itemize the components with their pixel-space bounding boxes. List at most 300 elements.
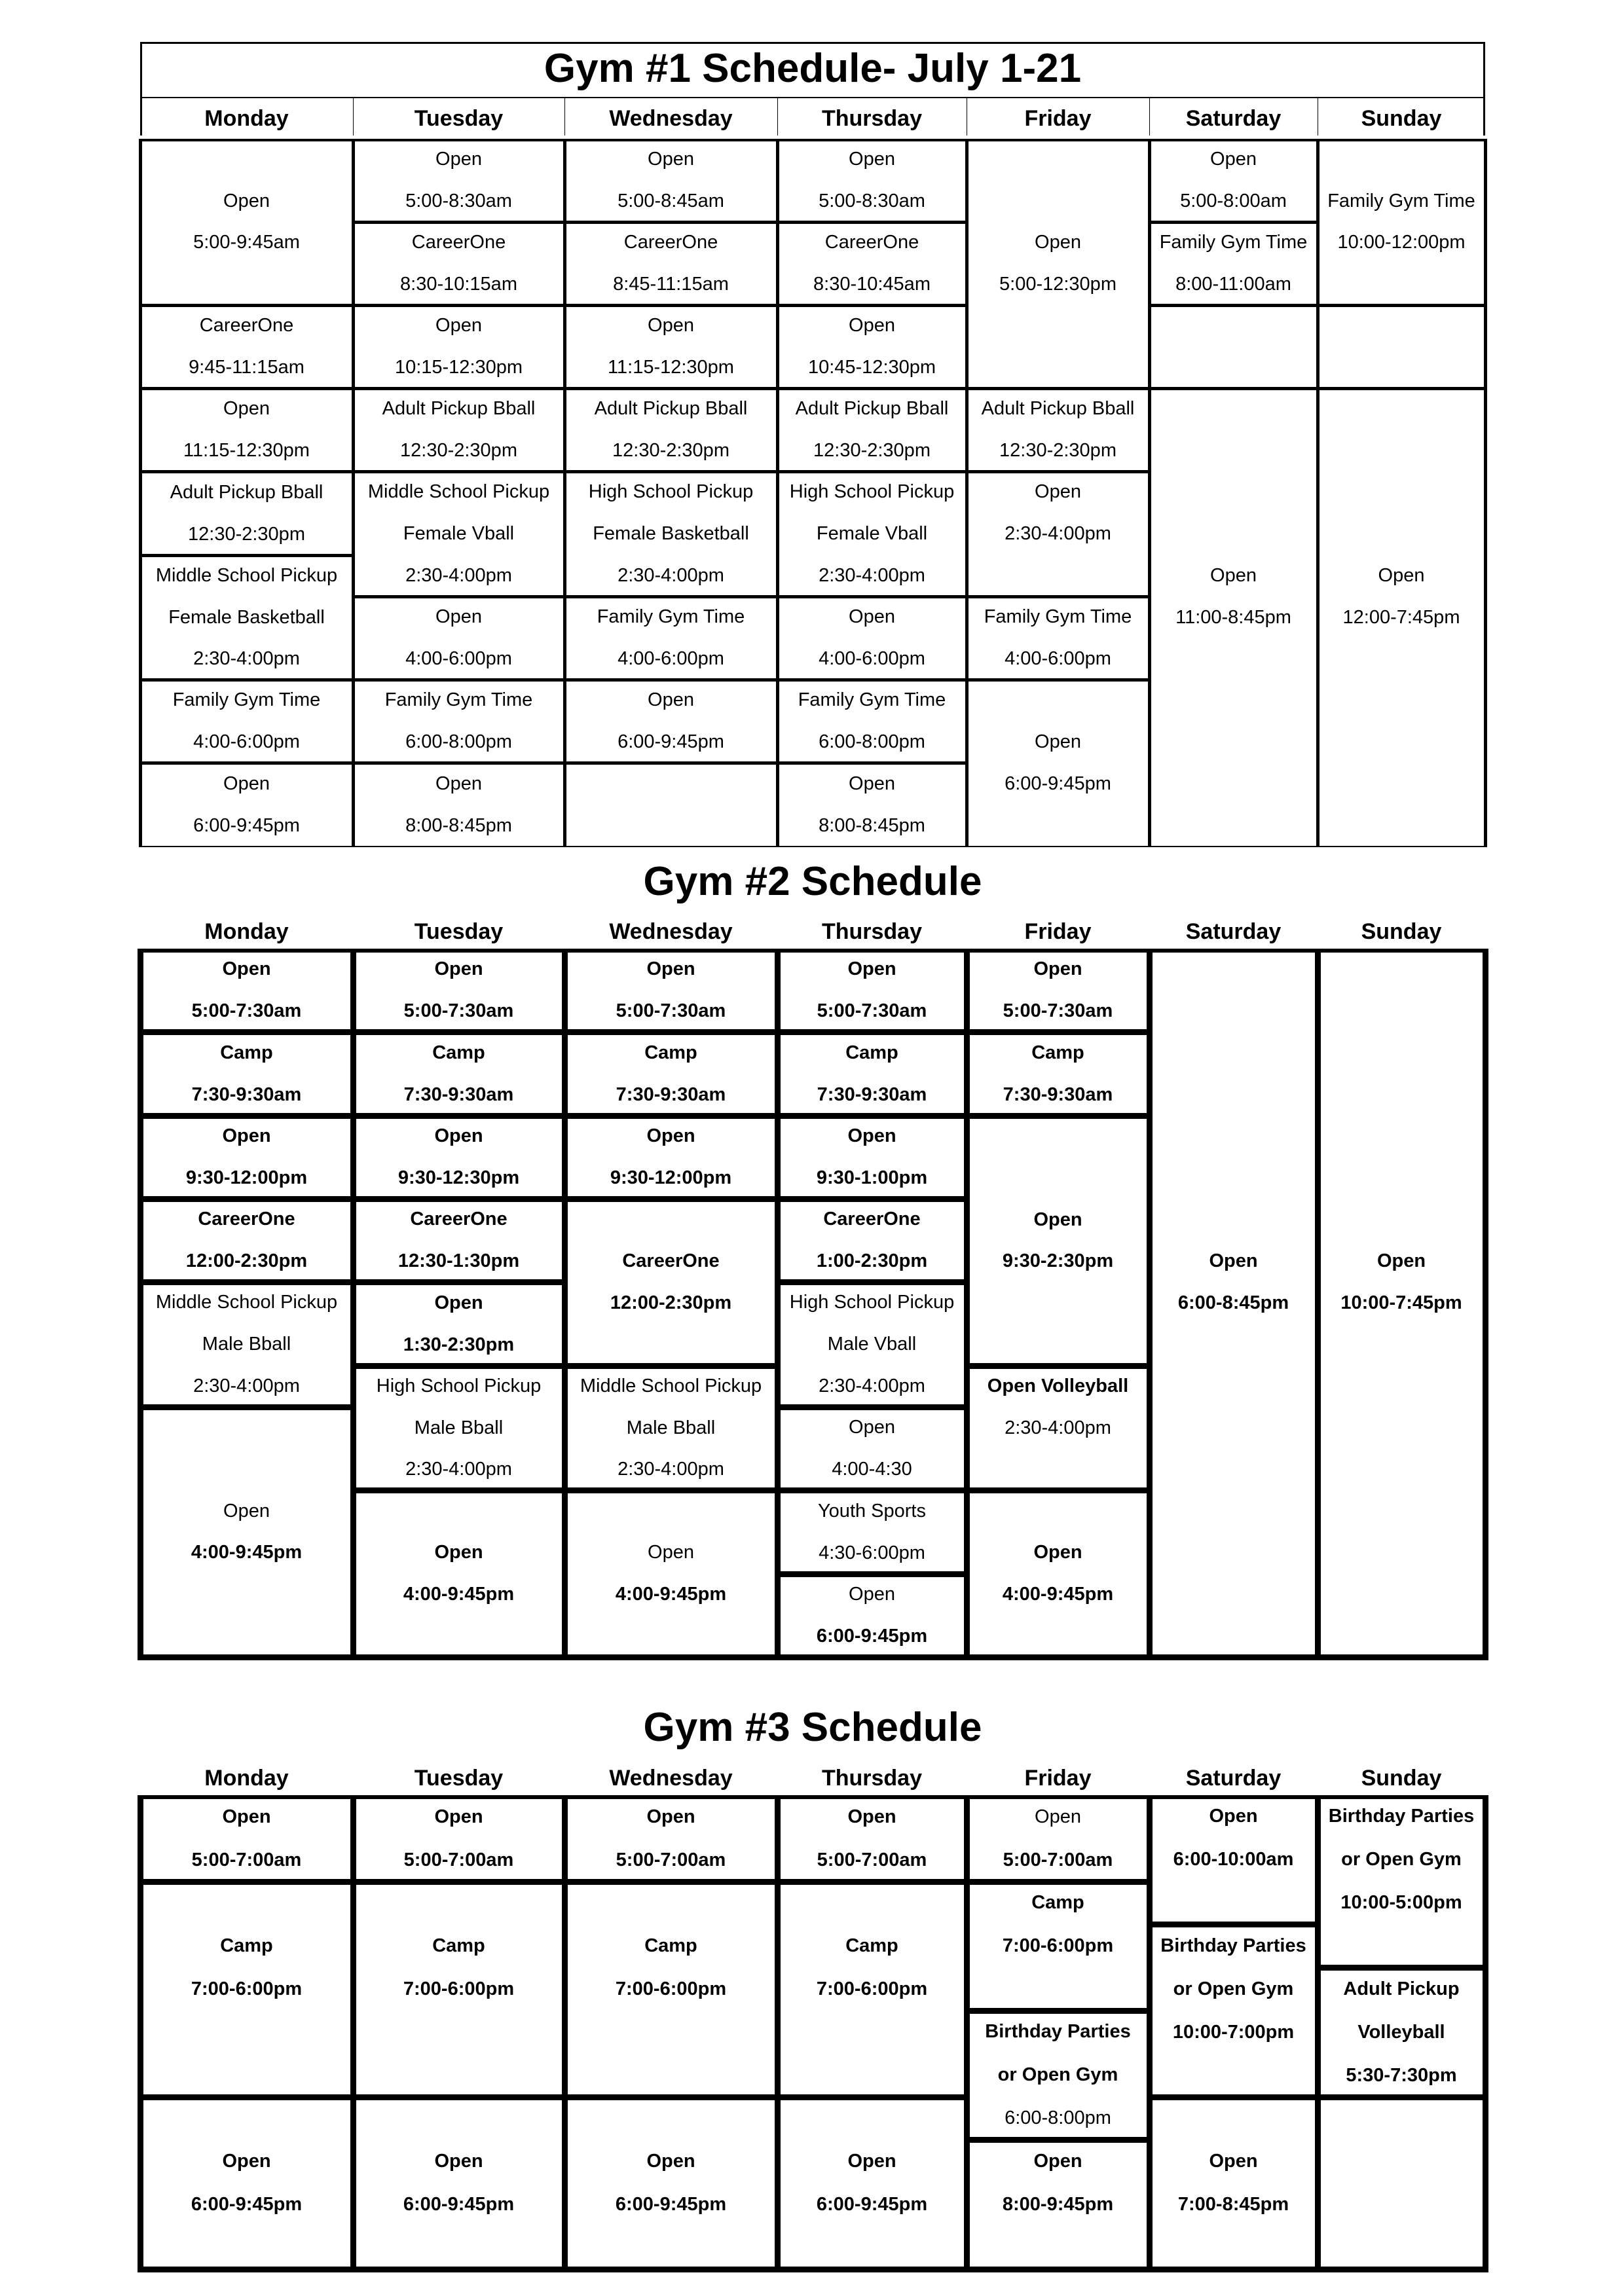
time-range: 4:00-4:30 bbox=[832, 1458, 912, 1480]
activity-label: Open bbox=[847, 1806, 896, 1827]
activity-label: Middle School Pickup bbox=[155, 564, 338, 586]
activity-label: Adult Pickup Bball bbox=[382, 397, 536, 419]
activity-label: Family Gym Time bbox=[1327, 190, 1475, 211]
schedule-cell bbox=[1151, 308, 1316, 388]
time-range: 7:00-6:00pm bbox=[1002, 1935, 1114, 1956]
schedule-cell bbox=[143, 1886, 350, 2095]
schedule-cell bbox=[1321, 2101, 1483, 2267]
activity-label: Family Gym Time bbox=[172, 689, 321, 710]
activity-label: Open bbox=[646, 2150, 695, 2172]
time-range: 6:00-9:45pm bbox=[615, 2193, 727, 2215]
schedule-cell bbox=[969, 599, 1148, 679]
schedule-cell bbox=[142, 141, 352, 304]
activity-label: Open bbox=[646, 1806, 695, 1827]
activity-label: Open bbox=[1209, 1250, 1258, 1271]
schedule-cell bbox=[566, 225, 776, 304]
day-header-friday: Friday bbox=[1024, 106, 1092, 131]
activity-label: Open bbox=[1035, 481, 1081, 502]
block-divider bbox=[776, 846, 969, 847]
time-range: 5:00-12:30pm bbox=[999, 273, 1116, 295]
activity-label: Open bbox=[1209, 1805, 1258, 1827]
block-divider bbox=[139, 846, 355, 847]
column-divider bbox=[1483, 949, 1488, 1657]
activity-detail: Male Vball bbox=[827, 1333, 917, 1355]
time-range: 6:00-9:45pm bbox=[191, 2193, 303, 2215]
block-divider bbox=[138, 2267, 356, 2272]
activity-label: Open bbox=[847, 2150, 896, 2172]
time-range: 7:00-6:00pm bbox=[816, 1978, 928, 1999]
gym-1-title: Gym #1 Schedule- July 1-21 bbox=[544, 46, 1082, 91]
day-header-sunday: Sunday bbox=[1361, 919, 1442, 944]
schedule-cell bbox=[568, 953, 775, 1030]
activity-label: Open bbox=[435, 148, 482, 170]
day-header-tuesday: Tuesday bbox=[414, 919, 504, 944]
time-range: 10:00-5:00pm bbox=[1340, 1891, 1462, 1913]
schedule-cell bbox=[779, 308, 965, 388]
schedule-cell bbox=[779, 682, 965, 762]
schedule-cell bbox=[568, 1203, 775, 1364]
block-divider bbox=[350, 1654, 568, 1660]
time-range: 9:30-12:30pm bbox=[397, 1167, 520, 1188]
time-range: 10:00-12:00pm bbox=[1337, 231, 1466, 253]
time-range: 8:45-11:15am bbox=[613, 273, 729, 295]
activity-label: Open bbox=[849, 314, 895, 336]
gym-3-title: Gym #3 Schedule bbox=[643, 1705, 982, 1750]
block-divider bbox=[965, 846, 1151, 847]
schedule-cell bbox=[356, 2101, 562, 2267]
schedule-cell bbox=[1320, 141, 1484, 304]
time-range: 6:00-9:45pm bbox=[816, 2193, 928, 2215]
time-range: 8:00-8:45pm bbox=[819, 814, 925, 836]
time-range: 7:00-8:45pm bbox=[1177, 2193, 1289, 2215]
activity-label: CareerOne bbox=[411, 231, 506, 253]
block-divider bbox=[964, 2137, 1153, 2143]
time-range: 5:00-7:30am bbox=[1003, 1000, 1113, 1021]
activity-label: Camp bbox=[1031, 1891, 1084, 1913]
activity-label: High School Pickup bbox=[588, 481, 754, 502]
schedule-cell bbox=[779, 599, 965, 679]
block-divider bbox=[350, 1487, 568, 1493]
schedule-cell bbox=[970, 2014, 1147, 2138]
block-divider bbox=[1147, 2267, 1321, 2272]
activity-label: Middle School Pickup bbox=[155, 1291, 338, 1313]
activity-label: Camp bbox=[220, 1042, 273, 1063]
schedule-cell bbox=[781, 1120, 964, 1197]
column-divider bbox=[138, 949, 143, 1657]
block-divider bbox=[562, 1029, 781, 1035]
block-divider bbox=[138, 1879, 356, 1885]
activity-label: High School Pickup bbox=[789, 481, 955, 502]
schedule-cell bbox=[781, 2101, 964, 2267]
block-divider bbox=[350, 1029, 568, 1035]
activity-detail: Female Basketball bbox=[168, 606, 325, 628]
block-divider bbox=[138, 1029, 356, 1035]
time-range: 8:00-8:45pm bbox=[405, 814, 512, 836]
activity-label: Open bbox=[434, 2150, 483, 2172]
activity-label: Camp bbox=[845, 1042, 898, 1063]
block-divider bbox=[562, 1196, 781, 1202]
time-range: 12:00-7:45pm bbox=[1342, 606, 1460, 628]
activity-label: Open bbox=[1033, 1541, 1082, 1563]
schedule-cell bbox=[142, 474, 352, 555]
activity-label: Open bbox=[434, 958, 483, 979]
time-range: 8:00-9:45pm bbox=[1002, 2193, 1114, 2215]
time-range: 2:30-4:00pm bbox=[819, 564, 925, 586]
day-header-friday: Friday bbox=[1024, 1766, 1092, 1791]
time-range: 5:00-7:30am bbox=[191, 1000, 302, 1021]
time-range: 6:00-8:00pm bbox=[405, 731, 512, 752]
activity-label: High School Pickup bbox=[376, 1375, 542, 1396]
schedule-cell bbox=[566, 308, 776, 388]
schedule-cell bbox=[143, 1799, 350, 1880]
activity-label: Open bbox=[223, 1500, 270, 1522]
column-divider bbox=[1484, 139, 1487, 847]
block-divider bbox=[775, 2267, 970, 2272]
schedule-cell bbox=[355, 391, 563, 471]
schedule-cell bbox=[970, 1370, 1147, 1488]
schedule-cell bbox=[143, 1286, 350, 1405]
column-divider bbox=[964, 1795, 970, 2269]
activity-detail: Male Bball bbox=[626, 1417, 716, 1438]
activity-label: Open bbox=[434, 1292, 483, 1313]
activity-label: Open bbox=[1035, 731, 1081, 752]
column-divider bbox=[562, 949, 568, 1657]
activity-label: Open bbox=[847, 958, 896, 979]
activity-detail: or Open Gym bbox=[1341, 1848, 1462, 1870]
activity-label: Youth Sports bbox=[818, 1500, 926, 1522]
activity-label: Open bbox=[1033, 1209, 1082, 1230]
time-range: 8:00-11:00am bbox=[1175, 273, 1291, 295]
activity-label: Birthday Parties bbox=[1328, 1805, 1475, 1827]
schedule-cell bbox=[568, 1799, 775, 1880]
time-range: 5:00-9:45am bbox=[193, 231, 300, 253]
activity-label: Camp bbox=[644, 1935, 697, 1956]
activity-detail: Female Vball bbox=[816, 522, 928, 544]
schedule-cell bbox=[566, 682, 776, 762]
activity-label: Open bbox=[648, 1541, 694, 1563]
schedule-cell bbox=[779, 391, 965, 471]
activity-label: Adult Pickup Bball bbox=[594, 397, 748, 419]
activity-label: Open bbox=[1035, 1806, 1081, 1827]
time-range: 5:00-7:30am bbox=[616, 1000, 726, 1021]
column-divider bbox=[350, 1795, 356, 2269]
schedule-cell bbox=[355, 682, 563, 762]
schedule-cell bbox=[969, 391, 1148, 471]
activity-label: Open bbox=[435, 314, 482, 336]
activity-label: Camp bbox=[845, 1935, 898, 1956]
schedule-cell bbox=[781, 953, 964, 1030]
activity-label: CareerOne bbox=[198, 1208, 295, 1230]
schedule-cell bbox=[781, 1494, 964, 1572]
schedule-cell bbox=[568, 1370, 775, 1488]
activity-label: Open bbox=[849, 606, 895, 627]
block-divider bbox=[350, 2094, 568, 2100]
block-divider bbox=[138, 2094, 356, 2100]
time-range: 5:00-7:00am bbox=[616, 1849, 726, 1870]
block-divider bbox=[775, 1654, 970, 1660]
block-divider bbox=[562, 1487, 781, 1493]
block-divider bbox=[1315, 1654, 1488, 1660]
time-range: 5:00-7:00am bbox=[1003, 1849, 1113, 1870]
schedule-cell bbox=[779, 141, 965, 221]
activity-label: Open bbox=[646, 1125, 695, 1146]
schedule-cell bbox=[1153, 953, 1315, 1655]
column-divider bbox=[964, 949, 970, 1657]
block-divider bbox=[352, 846, 566, 847]
time-range: 12:30-1:30pm bbox=[397, 1250, 520, 1271]
time-range: 4:00-6:00pm bbox=[405, 647, 512, 669]
block-divider bbox=[775, 1196, 970, 1202]
activity-label: Open bbox=[648, 689, 694, 710]
time-range: 4:00-9:45pm bbox=[191, 1541, 303, 1563]
schedule-cell bbox=[566, 599, 776, 679]
time-range: 6:00-9:45pm bbox=[618, 731, 724, 752]
block-divider bbox=[350, 1879, 568, 1885]
schedule-cell bbox=[143, 1203, 350, 1280]
schedule-cell bbox=[142, 682, 352, 762]
time-range: 2:30-4:00pm bbox=[405, 1458, 512, 1480]
schedule-cell bbox=[566, 391, 776, 471]
block-divider bbox=[350, 1113, 568, 1119]
schedule-cell bbox=[356, 1120, 562, 1197]
time-range: 1:00-2:30pm bbox=[816, 1250, 928, 1271]
time-range: 12:00-2:30pm bbox=[610, 1292, 732, 1313]
time-range: 8:30-10:45am bbox=[813, 273, 931, 295]
block-divider bbox=[562, 1654, 781, 1660]
activity-label: Open bbox=[849, 1583, 895, 1605]
activity-label: Middle School Pickup bbox=[580, 1375, 762, 1396]
day-header-monday: Monday bbox=[204, 106, 289, 131]
schedule-cell bbox=[143, 953, 350, 1030]
time-range: 1:30-2:30pm bbox=[403, 1334, 515, 1355]
time-range: 9:45-11:15am bbox=[189, 356, 304, 378]
block-divider bbox=[138, 1654, 356, 1660]
block-divider bbox=[964, 1487, 1153, 1493]
day-header-thursday: Thursday bbox=[821, 106, 923, 131]
time-range: 6:00-9:45pm bbox=[403, 2193, 515, 2215]
time-range: 4:00-6:00pm bbox=[618, 647, 724, 669]
block-divider bbox=[964, 1113, 1153, 1119]
schedule-cell bbox=[781, 1578, 964, 1655]
time-range: 7:30-9:30am bbox=[1003, 1084, 1113, 1105]
activity-label: Open bbox=[434, 1541, 483, 1563]
schedule-cell bbox=[142, 558, 352, 679]
schedule-cell bbox=[356, 953, 562, 1030]
activity-label: Open bbox=[1035, 231, 1081, 253]
time-range: 4:00-6:00pm bbox=[1005, 647, 1111, 669]
time-range: 4:00-9:45pm bbox=[403, 1583, 515, 1605]
time-range: 2:30-4:00pm bbox=[1005, 1417, 1111, 1438]
day-header-thursday: Thursday bbox=[821, 1766, 923, 1791]
schedule-cell bbox=[143, 1411, 350, 1655]
activity-label: Adult Pickup bbox=[1343, 1978, 1460, 1999]
activity-label: Camp bbox=[1031, 1042, 1084, 1063]
schedule-cell bbox=[779, 225, 965, 304]
grid-bottom-border bbox=[140, 1654, 1488, 1660]
time-range: 10:45-12:30pm bbox=[807, 356, 936, 378]
time-range: 5:30-7:30pm bbox=[1346, 2064, 1457, 2086]
time-range: 2:30-4:00pm bbox=[618, 564, 724, 586]
time-range: 10:00-7:00pm bbox=[1172, 2021, 1295, 2043]
schedule-cell bbox=[355, 765, 563, 846]
block-divider bbox=[964, 2267, 1153, 2272]
schedule-cell bbox=[1151, 391, 1316, 846]
time-range: 12:00-2:30pm bbox=[185, 1250, 308, 1271]
schedule-cell bbox=[1321, 1971, 1483, 2095]
schedule-cell bbox=[143, 1120, 350, 1197]
schedule-cell bbox=[142, 308, 352, 388]
activity-label: Open bbox=[646, 958, 695, 979]
activity-label: Open bbox=[1209, 2150, 1258, 2172]
activity-label: Open bbox=[1210, 148, 1257, 170]
time-range: 8:30-10:15am bbox=[400, 273, 517, 295]
activity-label: Open bbox=[435, 606, 482, 627]
schedule-cell bbox=[568, 1120, 775, 1197]
block-divider bbox=[138, 1113, 356, 1119]
activity-label: Open bbox=[435, 773, 482, 794]
schedule-cell bbox=[142, 765, 352, 846]
schedule-cell bbox=[970, 1494, 1147, 1655]
day-header-wednesday: Wednesday bbox=[609, 919, 733, 944]
time-range: 2:30-4:00pm bbox=[1005, 522, 1111, 544]
day-header-thursday: Thursday bbox=[821, 919, 923, 944]
day-header-wednesday: Wednesday bbox=[609, 106, 733, 131]
activity-detail: or Open Gym bbox=[997, 2064, 1118, 2085]
time-range: 6:00-9:45pm bbox=[1005, 773, 1111, 794]
schedule-cell bbox=[1153, 2101, 1315, 2267]
block-divider bbox=[562, 1879, 781, 1885]
title-divider-line bbox=[140, 97, 1485, 98]
block-divider bbox=[1315, 1965, 1488, 1971]
block-divider bbox=[350, 1196, 568, 1202]
block-divider bbox=[775, 2094, 970, 2100]
activity-label: Open bbox=[1378, 564, 1425, 586]
block-divider bbox=[964, 1029, 1153, 1035]
time-range: 11:15-12:30pm bbox=[608, 356, 734, 378]
time-range: 4:00-6:00pm bbox=[819, 647, 925, 669]
day-header-wednesday: Wednesday bbox=[609, 1766, 733, 1791]
schedule-cell bbox=[969, 474, 1148, 596]
activity-label: Family Gym Time bbox=[384, 689, 533, 710]
block-divider bbox=[350, 1279, 568, 1285]
schedule-cell bbox=[1151, 225, 1316, 304]
schedule-cell bbox=[781, 1036, 964, 1114]
schedule-cell bbox=[568, 1886, 775, 2095]
schedule-cell bbox=[781, 1886, 964, 2095]
activity-label: Open bbox=[849, 773, 895, 794]
block-divider bbox=[1148, 846, 1320, 847]
block-divider bbox=[563, 846, 779, 847]
time-range: 7:00-6:00pm bbox=[403, 1978, 515, 1999]
column-divider bbox=[1483, 1795, 1488, 2269]
activity-detail: or Open Gym bbox=[1173, 1978, 1294, 1999]
time-range: 2:30-4:00pm bbox=[193, 647, 300, 669]
activity-label: CareerOne bbox=[622, 1250, 720, 1271]
column-divider bbox=[775, 1795, 781, 2269]
schedule-cell bbox=[568, 1036, 775, 1114]
schedule-cell bbox=[970, 953, 1147, 1030]
time-range: 7:30-9:30am bbox=[616, 1084, 726, 1105]
schedule-cell bbox=[355, 474, 563, 596]
activity-label: Camp bbox=[432, 1935, 485, 1956]
block-divider bbox=[775, 1029, 970, 1035]
schedule-cell bbox=[970, 1886, 1147, 2009]
block-divider bbox=[964, 2008, 1153, 2014]
schedule-cell bbox=[355, 599, 563, 679]
activity-label: Open bbox=[223, 773, 270, 794]
schedule-cell bbox=[970, 1120, 1147, 1364]
day-header-monday: Monday bbox=[204, 919, 289, 944]
block-divider bbox=[562, 1113, 781, 1119]
activity-label: Birthday Parties bbox=[985, 2020, 1131, 2042]
schedule-cell bbox=[355, 225, 563, 304]
time-range: 5:00-7:00am bbox=[817, 1849, 927, 1870]
activity-label: Family Gym Time bbox=[597, 606, 745, 627]
schedule-cell bbox=[970, 2143, 1147, 2267]
schedule-cell bbox=[781, 1203, 964, 1280]
time-range: 2:30-4:00pm bbox=[819, 1375, 925, 1396]
schedule-cell bbox=[779, 474, 965, 596]
time-range: 6:00-9:45pm bbox=[816, 1625, 928, 1647]
time-range: 5:00-8:30am bbox=[405, 190, 512, 211]
schedule-cell bbox=[356, 1286, 562, 1364]
time-range: 5:00-7:30am bbox=[403, 1000, 514, 1021]
time-range: 6:00-8:00pm bbox=[819, 731, 925, 752]
schedule-cell bbox=[970, 1799, 1147, 1880]
time-range: 2:30-4:00pm bbox=[405, 564, 512, 586]
time-range: 10:00-7:45pm bbox=[1340, 1292, 1462, 1313]
activity-label: Open bbox=[222, 958, 271, 979]
activity-label: Open bbox=[648, 314, 694, 336]
day-header-sunday: Sunday bbox=[1361, 106, 1442, 131]
schedule-cell bbox=[781, 1411, 964, 1488]
schedule-cell bbox=[1153, 1799, 1315, 1922]
activity-label: CareerOne bbox=[199, 314, 294, 336]
time-range: 12:30-2:30pm bbox=[999, 439, 1116, 461]
day-header-saturday: Saturday bbox=[1185, 106, 1282, 131]
activity-label: Camp bbox=[432, 1042, 485, 1063]
block-divider bbox=[1147, 1922, 1321, 1927]
time-range: 4:30-6:00pm bbox=[819, 1542, 925, 1563]
time-range: 5:00-8:45am bbox=[618, 190, 724, 211]
activity-label: Family Gym Time bbox=[1159, 231, 1308, 253]
gym-2-title: Gym #2 Schedule bbox=[643, 859, 982, 904]
schedule-cell bbox=[1320, 391, 1484, 846]
block-divider bbox=[964, 1363, 1153, 1369]
time-range: 2:30-4:00pm bbox=[193, 1375, 300, 1396]
activity-label: Open bbox=[849, 148, 895, 170]
schedule-cell bbox=[143, 1036, 350, 1114]
schedule-cell bbox=[969, 682, 1148, 846]
activity-label: CareerOne bbox=[623, 231, 718, 253]
activity-label: Open bbox=[434, 1125, 483, 1146]
time-range: 9:30-2:30pm bbox=[1002, 1250, 1114, 1271]
day-header-monday: Monday bbox=[204, 1766, 289, 1791]
schedule-cell bbox=[355, 308, 563, 388]
time-range: 4:00-9:45pm bbox=[1002, 1583, 1114, 1605]
schedule-cell bbox=[142, 391, 352, 471]
time-range: 9:30-1:00pm bbox=[816, 1167, 928, 1188]
block-divider bbox=[350, 1363, 568, 1369]
block-divider bbox=[964, 1654, 1153, 1660]
time-range: 9:30-12:00pm bbox=[610, 1167, 732, 1188]
schedule-cell bbox=[356, 1203, 562, 1280]
block-divider bbox=[562, 2267, 781, 2272]
row-guide-line bbox=[140, 388, 1485, 389]
block-divider bbox=[775, 1113, 970, 1119]
activity-label: Birthday Parties bbox=[1160, 1935, 1306, 1956]
activity-label: Open bbox=[222, 1125, 271, 1146]
